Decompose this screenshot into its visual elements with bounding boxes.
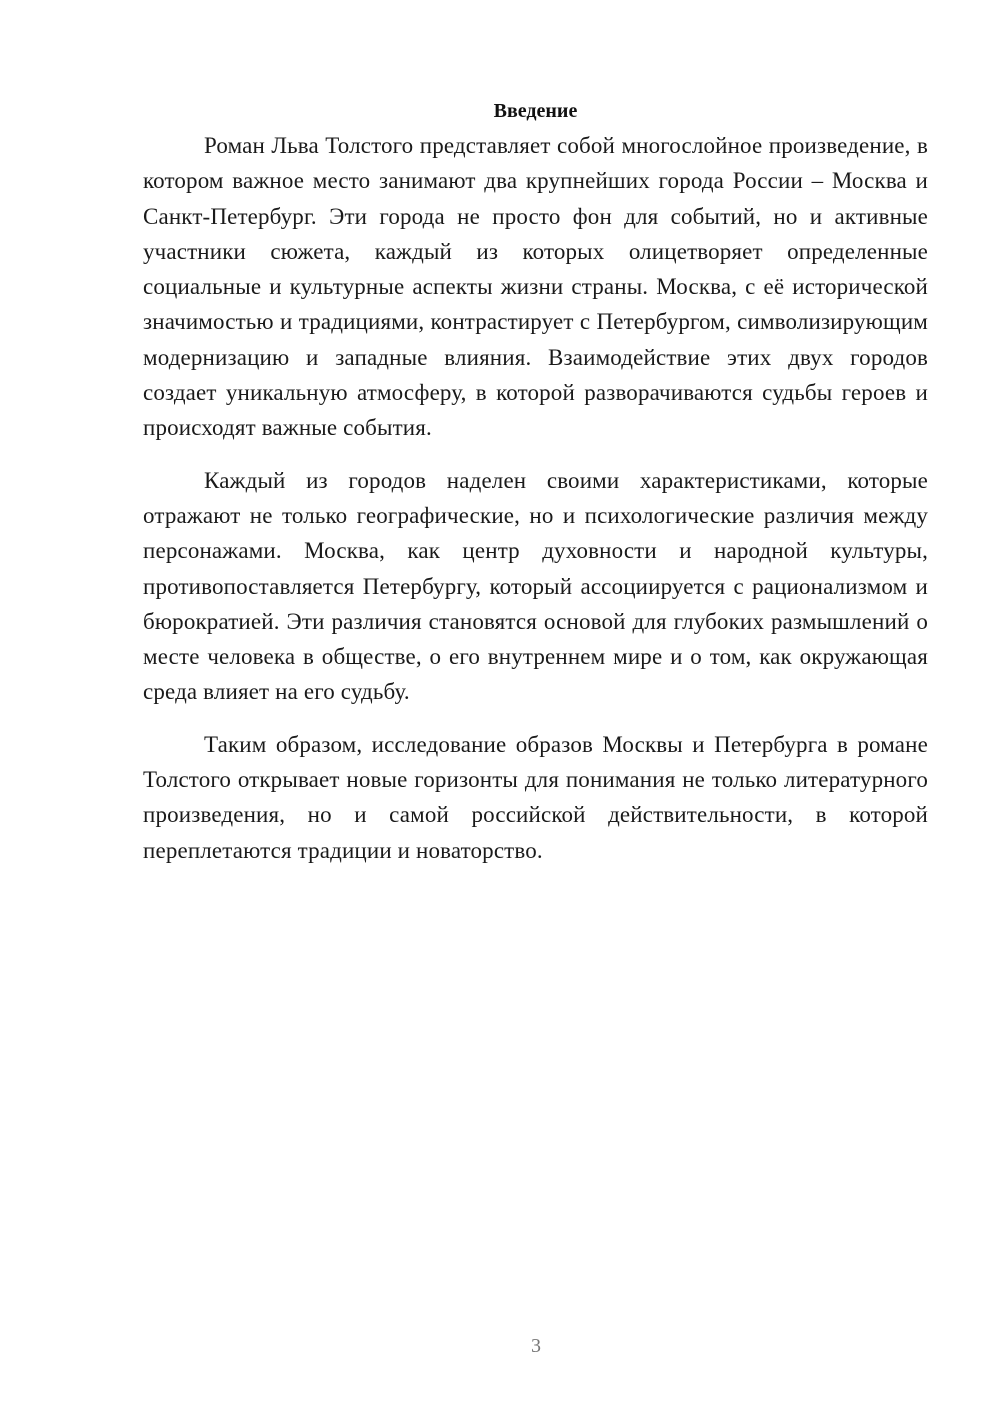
paragraph-2: Каждый из городов наделен своими характеристиками, которые отражают не только географические, но и психологические различия между персонажами. Москва, как центр духовности и народной культуры, противопоставляется Петербургу, который ассоциируется с рационализмом и бюрократией. Эти различия становятся основой для глубоких размышлений о месте человека в обществе, о его внутреннем мире и о том, как окружающая среда влияет на его судьбу.: [143, 467, 928, 705]
document-body: [143, 94, 928, 868]
paragraph-3: Таким образом, исследование образов Москвы и Петербурга в романе Толстого открывает новые горизонты для понимания не только литературного произведения, но и самой российской действительности, в которой переплетаются традиции и новаторство.: [143, 731, 928, 863]
page-number: 3: [531, 1335, 541, 1357]
section-heading: Введение: [493, 100, 578, 122]
paragraph-1: Роман Льва Толстого представляет собой многослойное произведение, в котором важное место занимают два крупнейших города России – Москва и Санкт-Петербург. Эти города не просто фон для событий, но и активные участники сюжета, каждый из которых олицетворяет определенные социальные и культурные аспекты жизни страны. Москва, с её исторической значимостью и традициями, контрастирует с Петербургом, символизирующим модернизацию и западные влияния. Взаимодействие этих двух городов создает уникальную атмосферу, в которой разворачиваются судьбы героев и происходят важные события.: [143, 133, 928, 441]
